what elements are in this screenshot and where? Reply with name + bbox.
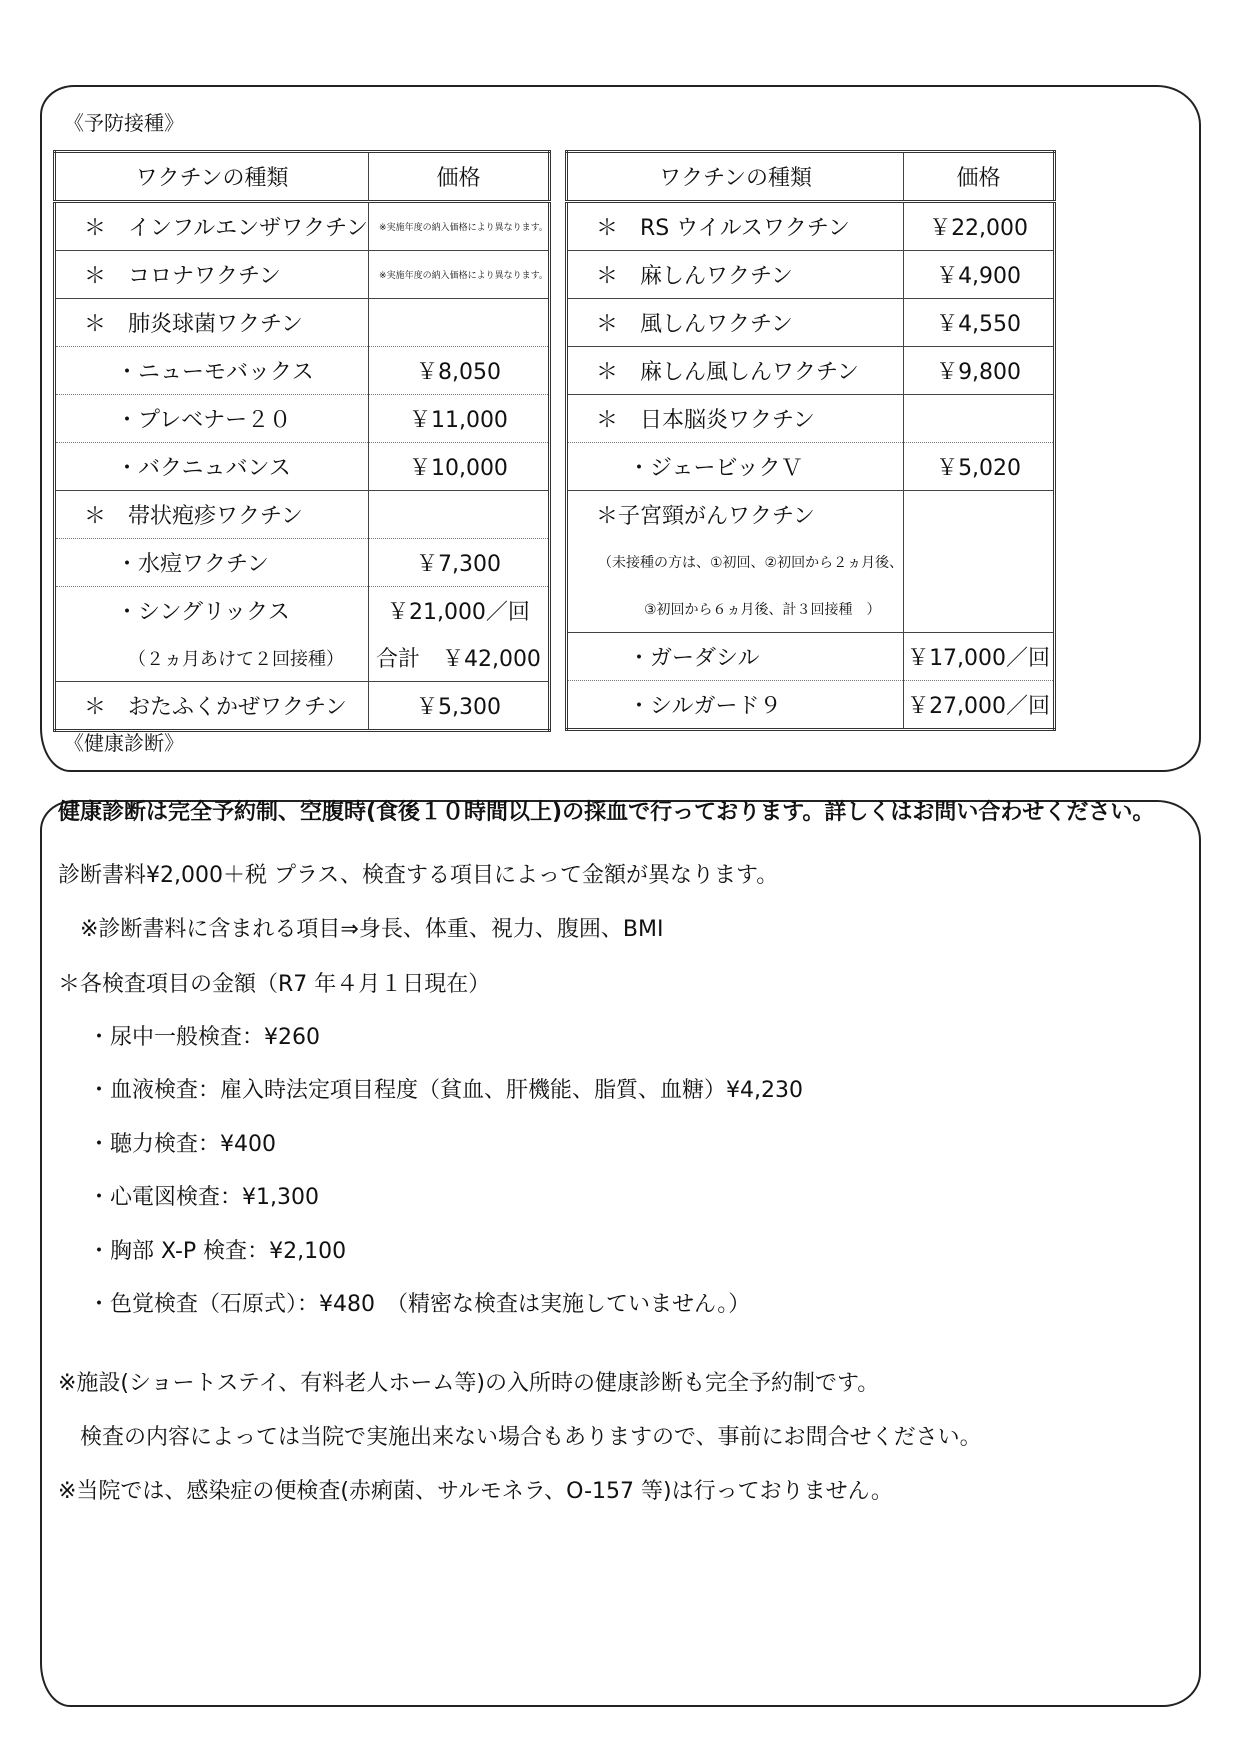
table-row <box>55 682 550 731</box>
table-row <box>567 395 1055 443</box>
vaccine-price <box>904 538 1055 585</box>
vaccine-price: ￥4,900 <box>904 251 1055 299</box>
table-row <box>55 634 550 682</box>
vaccine-price <box>904 395 1055 443</box>
vaccine-price: ￥9,800 <box>904 347 1055 395</box>
header-vaccine-type: ワクチンの種類 <box>55 152 369 202</box>
vaccine-name: ・バクニュバンス <box>55 443 369 491</box>
vaccine-price <box>904 491 1055 539</box>
vaccine-price: ￥8,050 <box>369 347 550 395</box>
vaccine-name: ＊ 麻しん風しんワクチン <box>567 347 904 395</box>
table-row <box>55 443 550 491</box>
health-check-line: ※施設(ショートステイ、有料老人ホーム等)の入所時の健康診断も完全予約制です。 <box>58 1371 880 1396</box>
vaccine-price: ￥21,000／回 <box>369 587 550 635</box>
vaccine-name: ＊ 風しんワクチン <box>567 299 904 347</box>
header-price: 価格 <box>369 152 550 202</box>
vaccine-price: ￥5,020 <box>904 443 1055 491</box>
health-check-line: ・胸部 X-P 検査：¥2,100 <box>88 1239 347 1264</box>
table-row <box>567 202 1055 251</box>
table-row <box>55 539 550 587</box>
vaccine-price: ￥4,550 <box>904 299 1055 347</box>
table-row <box>567 443 1055 491</box>
health-check-line: ＊各検査項目の金額（R7 年４月１日現在） <box>58 972 491 997</box>
vaccine-price: ￥27,000／回 <box>904 681 1055 730</box>
health-check-line: ※当院では、感染症の便検査(赤痢菌、サルモネラ、O-157 等)は行っておりません。 <box>58 1479 893 1504</box>
vaccine-name: ＊ 麻しんワクチン <box>567 251 904 299</box>
vaccine-price <box>369 299 550 347</box>
vaccine-name: ・ニューモバックス <box>55 347 369 395</box>
vaccine-name: ＊ 帯状疱疹ワクチン <box>55 491 369 539</box>
table-row <box>567 347 1055 395</box>
vaccine-price: ￥11,000 <box>369 395 550 443</box>
vaccine-table-left <box>53 150 551 732</box>
vaccine-name: ＊ 肺炎球菌ワクチン <box>55 299 369 347</box>
table-row <box>567 538 1055 585</box>
vaccine-price: ※実施年度の納入価格により異なります。 <box>369 251 550 299</box>
health-check-line: ・血液検査：雇入時法定項目程度（貧血、肝機能、脂質、血糖）¥4,230 <box>88 1078 803 1103</box>
table-row <box>55 395 550 443</box>
vaccine-price: ￥17,000／回 <box>904 633 1055 681</box>
table-row <box>567 585 1055 633</box>
vaccine-table-right <box>565 150 1056 731</box>
health-check-line: ・心電図検査：¥1,300 <box>88 1185 319 1210</box>
vaccine-name: ・ジェービックＶ <box>567 443 904 491</box>
vaccination-title: 《予防接種》 <box>64 111 184 135</box>
vaccine-price: 合計 ￥42,000 <box>369 634 550 682</box>
health-check-line: ※診断書料に含まれる項目⇒身長、体重、視力、腹囲、BMI <box>80 917 664 942</box>
vaccine-price <box>904 585 1055 633</box>
vaccine-price <box>369 491 550 539</box>
table-header-row <box>567 152 1055 202</box>
table-row <box>567 491 1055 539</box>
vaccine-name: ・シングリックス <box>55 587 369 635</box>
table-row <box>55 299 550 347</box>
vaccine-name: （２ヵ月あけて２回接種） <box>55 634 369 682</box>
vaccine-name: ・ガーダシル <box>567 633 904 681</box>
health-check-line: 健康診断は完全予約制、空腹時(食後１０時間以上)の採血で行っております。詳しくはお問い合わせください。 <box>58 800 1155 825</box>
table-row <box>55 347 550 395</box>
table-row <box>55 202 550 251</box>
vaccine-name: ・水痘ワクチン <box>55 539 369 587</box>
table-row <box>567 251 1055 299</box>
health-check-line: ・聴力検査：¥400 <box>88 1132 276 1157</box>
vaccine-price: ￥22,000 <box>904 202 1055 251</box>
header-vaccine-type: ワクチンの種類 <box>567 152 904 202</box>
table-row <box>567 299 1055 347</box>
table-header-row <box>55 152 550 202</box>
table-row <box>55 491 550 539</box>
health-check-line: 診断書料¥2,000＋税 プラス、検査する項目によって金額が異なります。 <box>58 863 779 888</box>
vaccine-price: ￥7,300 <box>369 539 550 587</box>
vaccine-name: ＊ コロナワクチン <box>55 251 369 299</box>
vaccine-name: （未接種の方は、①初回、②初回から２ヵ月後、 <box>567 538 904 585</box>
table-row <box>567 633 1055 681</box>
table-row <box>567 681 1055 730</box>
vaccine-price: ※実施年度の納入価格により異なります。 <box>369 202 550 251</box>
vaccine-name: ・シルガード９ <box>567 681 904 730</box>
table-row <box>55 587 550 635</box>
vaccine-name: ③初回から６ヵ月後、計３回接種 ） <box>567 585 904 633</box>
vaccine-name: ＊ RS ウイルスワクチン <box>567 202 904 251</box>
health-check-title: 《健康診断》 <box>64 731 184 755</box>
table-row <box>55 251 550 299</box>
header-price: 価格 <box>904 152 1055 202</box>
vaccine-price: ￥10,000 <box>369 443 550 491</box>
vaccine-name: ＊ おたふくかぜワクチン <box>55 682 369 731</box>
vaccine-name: ＊子宮頸がんワクチン <box>567 491 904 539</box>
vaccine-price: ￥5,300 <box>369 682 550 731</box>
health-check-line: 検査の内容によっては当院で実施出来ない場合もありますので、事前にお問合せください。 <box>80 1425 982 1450</box>
vaccine-name: ・プレベナー２０ <box>55 395 369 443</box>
vaccine-name: ＊ 日本脳炎ワクチン <box>567 395 904 443</box>
health-check-line: ・尿中一般検査：¥260 <box>88 1025 320 1050</box>
health-check-line: ・色覚検査（石原式）：¥480 （精密な検査は実施していません。） <box>88 1292 751 1317</box>
vaccine-name: ＊ インフルエンザワクチン <box>55 202 369 251</box>
